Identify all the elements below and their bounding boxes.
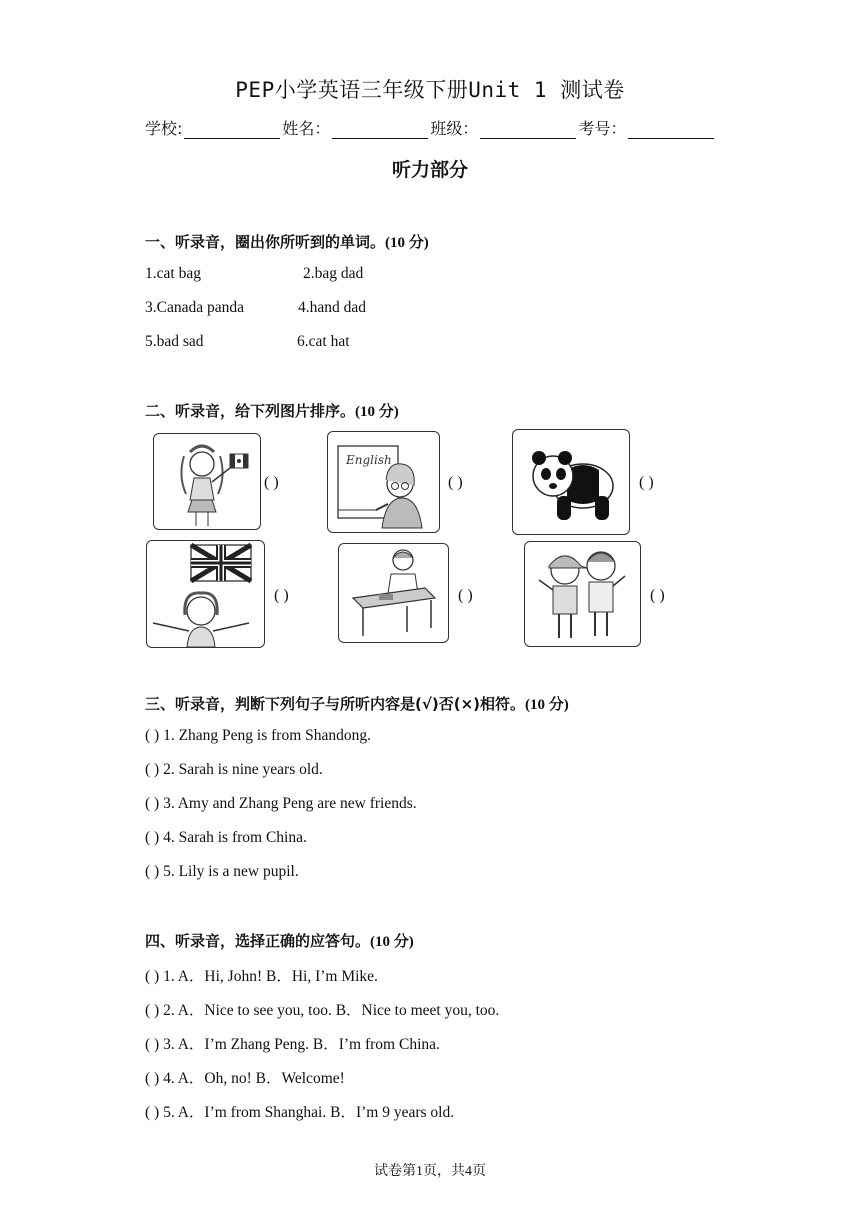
section2-points: (10 分) [355,404,399,420]
section3-heading [145,693,569,714]
s4-item-2: 2. A．Nice to see you, too. B．Nice to meet you, too. [163,1002,500,1019]
s4-item-4: 4. A．Oh, no! B．Welcome! [163,1070,345,1087]
s4-row-2 [145,998,499,1020]
s1-item-6: 6.cat hat [297,333,350,350]
s1-item-3: 3.Canada panda [145,299,244,316]
s2-paren-4[interactable]: ( ) [274,587,289,604]
s1-item-2: 2.bag dad [303,265,364,282]
s3-row-1 [145,727,371,745]
s3-item-1: 1. Zhang Peng is from Shandong. [163,727,372,744]
panda-icon [513,430,629,534]
number-label: 考号： [578,119,627,138]
section2-heading [145,400,399,421]
page-footer: 试卷第1页，共4页 [374,1164,486,1179]
image-teacher-english [327,431,440,533]
s3-row-5 [145,863,299,881]
section4-heading [145,930,414,951]
class-label: 班级： [430,119,479,138]
s4-row-1 [145,964,378,986]
answer-paren[interactable]: ( ) [145,829,160,846]
s4-item-3: 3. A．I’m Zhang Peng. B．I’m from China. [163,1036,440,1053]
s3-item-5: 5. Lily is a new pupil. [163,863,299,880]
s3-item-3: 3. Amy and Zhang Peng are new friends. [163,795,417,812]
answer-paren[interactable]: ( ) [145,968,160,985]
s3-item-2: 2. Sarah is nine years old. [163,761,323,778]
section3-points: (10 分) [525,697,569,713]
s1-item-5: 5.bad sad [145,333,204,350]
class-blank[interactable] [480,122,576,139]
image-two-boys [524,541,641,647]
image-boy-at-desk [338,543,449,643]
section4-points: (10 分) [370,934,414,950]
girl-uk-icon [147,541,264,647]
school-label: 学校: [145,119,183,138]
answer-paren[interactable]: ( ) [145,1070,160,1087]
answer-paren[interactable]: ( ) [145,863,160,880]
section1-heading [145,231,429,252]
image-girl-uk-flag [146,540,265,648]
image-panda [512,429,630,535]
s2-paren-6[interactable]: ( ) [650,587,665,604]
s3-row-4 [145,829,307,847]
s2-paren-1[interactable]: ( ) [264,474,279,491]
school-blank[interactable] [184,122,280,139]
teacher-board-icon [328,432,439,532]
answer-paren[interactable]: ( ) [145,1104,160,1121]
answer-paren[interactable]: ( ) [145,1036,160,1053]
number-blank[interactable] [628,122,714,139]
student-info-line [145,116,716,139]
s3-row-2 [145,761,323,779]
s4-row-4 [145,1066,345,1088]
s4-item-5: 5. A．I’m from Shanghai. B．I’m 9 years old. [163,1104,455,1121]
listening-subhead: 听力部分 [391,159,468,181]
section1-heading-text: 一、听录音，圈出你所听到的单词。 [145,233,386,251]
image-girl-canada-flag [153,433,261,530]
section3-heading-text: 三、听录音，判断下列句子与所听内容是(√)否(×)相符。 [145,695,525,713]
s4-row-3 [145,1032,440,1054]
section4-heading-text: 四、听录音，选择正确的应答句。 [145,932,371,950]
answer-paren[interactable]: ( ) [145,727,160,744]
s3-item-4: 4. Sarah is from China. [163,829,307,846]
girl-canada-icon [154,434,260,529]
boy-desk-icon [339,544,448,642]
s2-paren-5[interactable]: ( ) [458,587,473,604]
section1-points: (10 分) [385,235,429,251]
page-title: PEP小学英语三年级下册Unit 1 测试卷 [235,78,625,102]
s3-row-3 [145,795,417,813]
name-blank[interactable] [332,122,428,139]
answer-paren[interactable]: ( ) [145,761,160,778]
answer-paren[interactable]: ( ) [145,795,160,812]
s2-paren-3[interactable]: ( ) [639,474,654,491]
two-boys-icon [525,542,640,646]
section2-heading-text: 二、听录音，给下列图片排序。 [145,402,356,420]
answer-paren[interactable]: ( ) [145,1002,160,1019]
name-label: 姓名： [282,119,331,138]
s1-item-1: 1.cat bag [145,265,201,282]
s4-row-5 [145,1100,454,1122]
s2-paren-2[interactable]: ( ) [448,474,463,491]
s4-item-1: 1. A．Hi, John! B．Hi, I’m Mike. [163,968,378,985]
s1-item-4: 4.hand dad [298,299,367,316]
board-text: English [346,453,392,467]
